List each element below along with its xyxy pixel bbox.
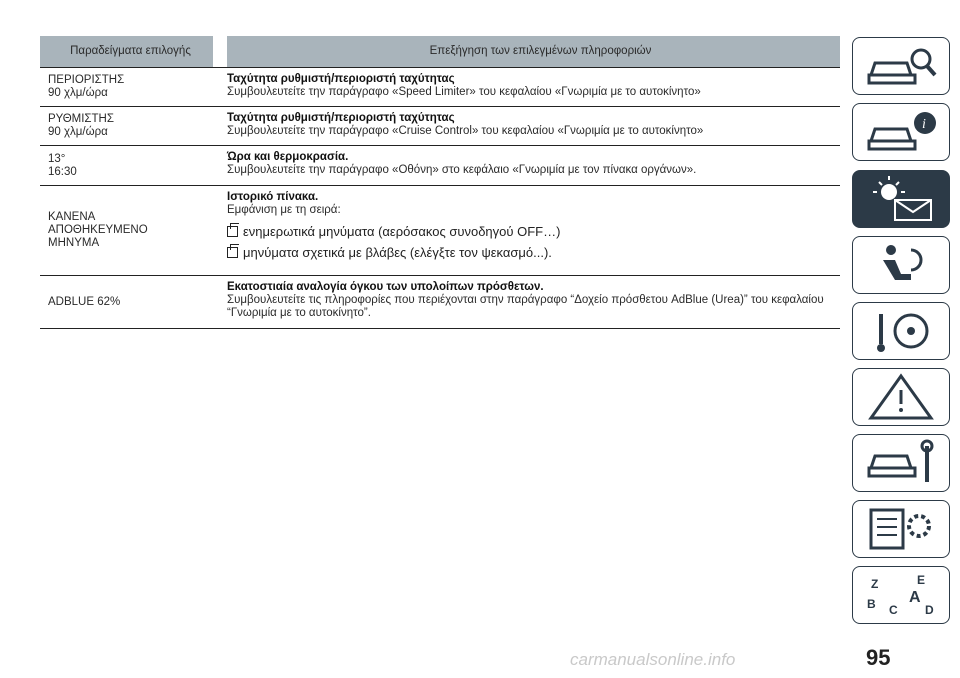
selection-line: ΜΗΝΥΜΑ: [48, 237, 100, 249]
selection-line: ΠΕΡΙΟΡΙΣΤΗΣ: [48, 74, 125, 86]
svg-text:B: B: [867, 597, 876, 611]
table-row: [40, 146, 840, 186]
table-row: [40, 107, 840, 146]
option-item: μηνύματα σχετικά με βλάβες (ελέγξτε τον ψεκασμό...).: [227, 246, 840, 259]
airbag-seat-icon[interactable]: [852, 236, 950, 294]
selection-line: ΑΠΟΘΗΚΕΥΜΕΝΟ: [48, 224, 148, 236]
selection-line: 16:30: [48, 165, 77, 178]
table-row: [40, 276, 840, 329]
table-row: [40, 68, 840, 107]
svg-text:D: D: [925, 603, 934, 617]
header-col-explanation: Επεξήγηση των επιλεγμένων πληροφοριών: [227, 36, 840, 67]
data-gear-icon[interactable]: [852, 500, 950, 558]
selection-line: ADBLUE 62%: [48, 295, 121, 308]
alphabet-index-icon[interactable]: [852, 566, 950, 624]
svg-text:Z: Z: [871, 577, 879, 591]
watermark: carmanualsonline.info: [570, 650, 736, 669]
steering-wheel-key-icon[interactable]: [852, 302, 950, 360]
selection-line: 13°: [48, 152, 66, 165]
row-text: Συμβουλευτείτε την παράγραφο «Οθόνη» στο κεφάλαιο «Γνωριμία με τον πίνακα οργάνων».: [227, 164, 697, 176]
info-table: [40, 36, 840, 329]
selection-line: ΡΥΘΜΙΣΤΗΣ: [48, 113, 114, 125]
table-header: [40, 36, 840, 67]
row-title: Ώρα και θερμοκρασία.: [227, 151, 349, 163]
warning-light-message-icon[interactable]: [852, 170, 950, 228]
car-wrench-icon[interactable]: [852, 434, 950, 492]
row-text: Συμβουλευτείτε τις πληροφορίες που περιέχονται στην παράγραφο “Δοχείο πρόσθετου AdBlue (Urea)” του κεφαλαίου “Γνωριμία με το αυτοκίνητο”.: [227, 294, 824, 319]
page-number: 95: [866, 645, 891, 670]
table-row: [40, 186, 840, 276]
checkbox-icon: [227, 247, 238, 258]
row-title: Εκατοστιαία αναλογία όγκου των υπολοίπων πρόσθετων.: [227, 281, 544, 293]
row-text: Συμβουλευτείτε την παράγραφο «Speed Limiter» του κεφαλαίου «Γνωριμία με το αυτοκίνητο»: [227, 86, 701, 98]
row-title: Ταχύτητα ρυθμιστή/περιοριστή ταχύτητας: [227, 112, 455, 124]
option-item: ενημερωτικά μηνύματα (αερόσακος συνοδηγού OFF…): [227, 225, 840, 238]
warning-triangle-icon[interactable]: [852, 368, 950, 426]
row-title: Ιστορικό πίνακα.: [227, 191, 319, 203]
car-info-icon[interactable]: [852, 103, 950, 161]
row-text: Συμβουλευτείτε την παράγραφο «Cruise Control» του κεφαλαίου «Γνωριμία με το αυτοκίνητο»: [227, 125, 704, 137]
checkbox-icon: [227, 226, 238, 237]
selection-line: 90 χλμ/ώρα: [48, 87, 108, 99]
row-title: Ταχύτητα ρυθμιστή/περιοριστή ταχύτητας: [227, 73, 455, 85]
header-col-selection: Παραδείγματα επιλογής: [40, 36, 213, 67]
car-search-icon[interactable]: [852, 37, 950, 95]
row-text: Εμφάνιση με τη σειρά:: [227, 204, 341, 216]
svg-text:A: A: [909, 589, 921, 606]
selection-line: 90 χλμ/ώρα: [48, 126, 108, 138]
selection-line: ΚΑΝΕΝΑ: [48, 211, 96, 223]
svg-text:i: i: [922, 117, 926, 132]
svg-text:C: C: [889, 603, 898, 617]
svg-text:E: E: [917, 573, 926, 587]
